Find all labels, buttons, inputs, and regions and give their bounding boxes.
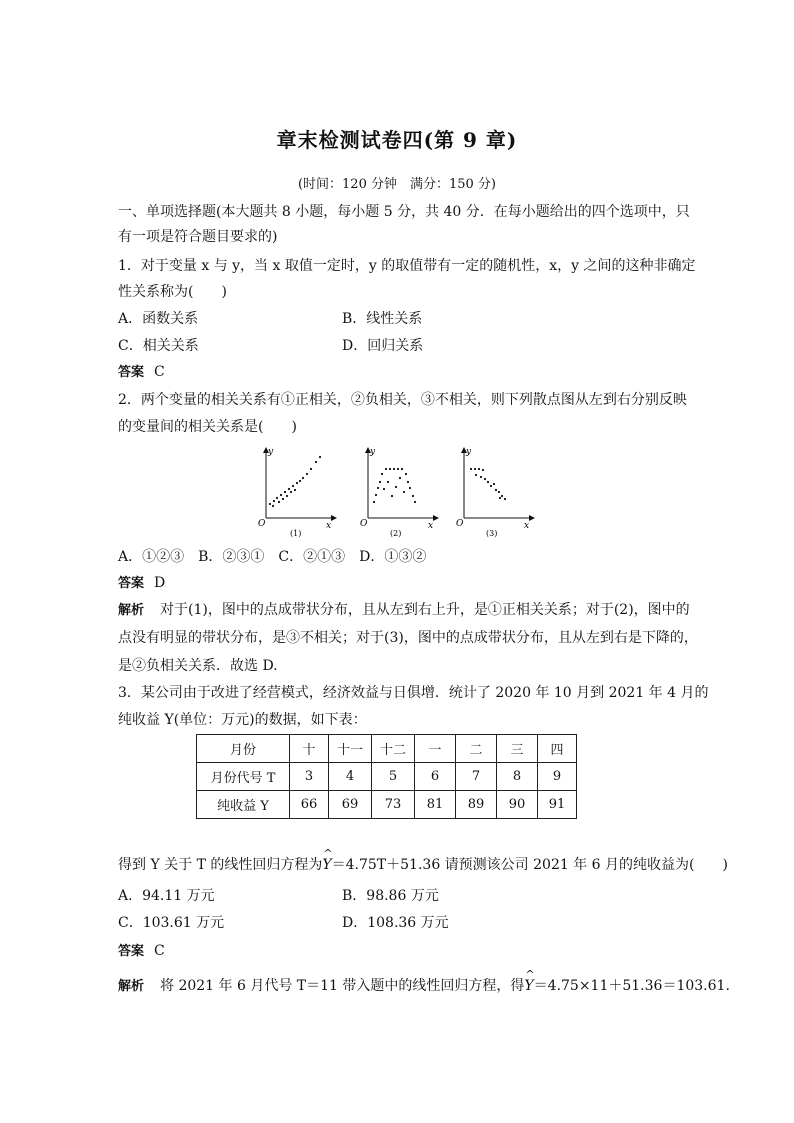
- table-cell: 三: [497, 735, 538, 763]
- q3-stem-post: ＝4.75T＋51.36 请预测该公司 2021 年 6 月的纯收益为( ): [331, 857, 728, 873]
- scatter-plot-2: [360, 447, 438, 538]
- table-cell: 纯收益 Y: [197, 791, 290, 819]
- q3-analysis-post: ＝4.75×11＋51.36＝103.61.: [533, 978, 730, 994]
- q3-answer: [118, 941, 165, 962]
- scatter-plot-3: [456, 447, 534, 538]
- exam-info: (时间：120 分钟 满分：150 分): [297, 177, 497, 192]
- table-cell: 5: [372, 763, 415, 791]
- table-cell: 69: [329, 791, 372, 819]
- table-cell: 90: [497, 791, 538, 819]
- q3-analysis: [118, 968, 730, 997]
- scatter-plot-1: [258, 447, 336, 538]
- table-cell: 89: [456, 791, 497, 819]
- plot-1-points: [269, 456, 321, 507]
- revenue-table: [196, 734, 577, 819]
- q3-option-d: D．108.36 万元: [342, 915, 449, 931]
- answer-value: D: [154, 575, 166, 591]
- q1-stem-line-1: 1．对于变量 x 与 y，当 x 取值一定时，y 的取值带有一定的随机性，x，y 之间的这种非确定: [118, 258, 696, 274]
- q3-stem-line-1: 3．某公司由于改进了经营模式，经济效益与日俱增．统计了 2020 年 10 月到 2021 年 4 月的: [118, 685, 709, 701]
- table-cell: 一: [415, 735, 456, 763]
- plot-3-points: [470, 468, 506, 500]
- q1-option-d: D．回归关系: [342, 338, 424, 354]
- answer-value: C: [154, 943, 165, 959]
- plot-3-caption: (3): [486, 529, 498, 538]
- table-cell: 十一: [329, 735, 372, 763]
- plot-2-origin-label: O: [360, 519, 368, 529]
- q1-option-b: B．线性关系: [342, 311, 423, 327]
- scatter-plots-figure: [256, 444, 546, 544]
- q3-stem-pre: 得到 Y 关于 T 的线性回归方程为: [118, 857, 323, 873]
- q1-option-c: C．相关关系: [118, 338, 199, 354]
- answer-label: 答案: [118, 365, 145, 380]
- q3-option-a: A．94.11 万元: [118, 888, 215, 904]
- table-cell: 6: [415, 763, 456, 791]
- plot-2-y-label: y: [370, 447, 376, 457]
- table-cell: 73: [372, 791, 415, 819]
- table-cell: 8: [497, 763, 538, 791]
- q3-option-b: B．98.86 万元: [342, 888, 439, 904]
- section-heading-line-2: 有一项是符合题目要求的): [118, 229, 278, 245]
- q2-stem-line-2: 的变量间的相关关系是( ): [118, 419, 297, 435]
- q3-option-c: C．103.61 万元: [118, 915, 225, 931]
- plot-1-x-label: x: [326, 521, 332, 531]
- q3-analysis-pre: 将 2021 年 6 月代号 T＝11 带入题中的线性回归方程，得: [160, 978, 525, 994]
- table-cell: 3: [290, 763, 329, 791]
- table-row: [197, 763, 577, 791]
- plot-1-origin-label: O: [258, 519, 266, 529]
- q2-analysis-line-3: 是②负相关关系．故选 D.: [118, 658, 278, 674]
- table-row: [197, 791, 577, 819]
- hat-mark-icon: ^: [525, 968, 535, 981]
- q1-answer: [118, 362, 165, 383]
- q2-analysis-line-2: 点没有明显的带状分布，是③不相关；对于(3)，图中的点成带状分布，且从左到右是下降的，: [118, 630, 698, 646]
- plot-3-x-label: x: [524, 521, 530, 531]
- table-cell: 四: [538, 735, 577, 763]
- table-cell: 91: [538, 791, 577, 819]
- plot-2-x-label: x: [428, 521, 434, 531]
- analysis-label: 解析: [118, 979, 145, 994]
- q2-analysis-line-1: [118, 600, 690, 621]
- hat-mark-icon: ^: [323, 847, 333, 860]
- q1-stem-line-2: 性关系称为( ): [118, 284, 227, 300]
- q3-stem-line-3: [118, 847, 728, 875]
- q2-stem-line-1: 2．两个变量的相关关系有①正相关，②负相关，③不相关，则下列散点图从左到右分别反映: [118, 392, 687, 408]
- q2-options: A．①②③ B．②③① C．②①③ D．①③②: [118, 549, 427, 565]
- answer-label: 答案: [118, 944, 145, 959]
- answer-label: 答案: [118, 576, 145, 591]
- plot-3-y-label: y: [466, 447, 472, 457]
- table-cell: 十二: [372, 735, 415, 763]
- table-cell: 66: [290, 791, 329, 819]
- plot-3-origin-label: O: [456, 519, 464, 529]
- table-row: [197, 735, 577, 763]
- plot-2-points: [373, 468, 416, 503]
- table-cell: 月份: [197, 735, 290, 763]
- q2-answer: [118, 573, 165, 594]
- hat-variable: ^ Y: [322, 855, 331, 875]
- q1-option-a: A．函数关系: [118, 311, 199, 327]
- analysis-label: 解析: [118, 603, 145, 618]
- table-cell: 月份代号 T: [197, 763, 290, 791]
- table-cell: 4: [329, 763, 372, 791]
- table-cell: 81: [415, 791, 456, 819]
- table-cell: 二: [456, 735, 497, 763]
- section-heading-line-1: 一、单项选择题(本大题共 8 小题，每小题 5 分，共 40 分．在每小题给出的四个选项中，只: [118, 204, 690, 220]
- answer-value: C: [154, 364, 165, 380]
- hat-variable: ^ Y: [524, 976, 533, 996]
- plot-1-y-label: y: [268, 447, 274, 457]
- q3-stem-line-2: 纯收益 Y(单位：万元)的数据，如下表：: [118, 712, 367, 728]
- plot-2-caption: (2): [390, 529, 402, 538]
- table-cell: 9: [538, 763, 577, 791]
- analysis-text: 对于(1)，图中的点成带状分布，且从左到右上升，是①正相关关系；对于(2)，图中的: [160, 602, 690, 618]
- page-title: 章末检测试卷四(第 9 章): [276, 128, 518, 152]
- table-cell: 十: [290, 735, 329, 763]
- table-cell: 7: [456, 763, 497, 791]
- plot-1-caption: (1): [290, 529, 302, 538]
